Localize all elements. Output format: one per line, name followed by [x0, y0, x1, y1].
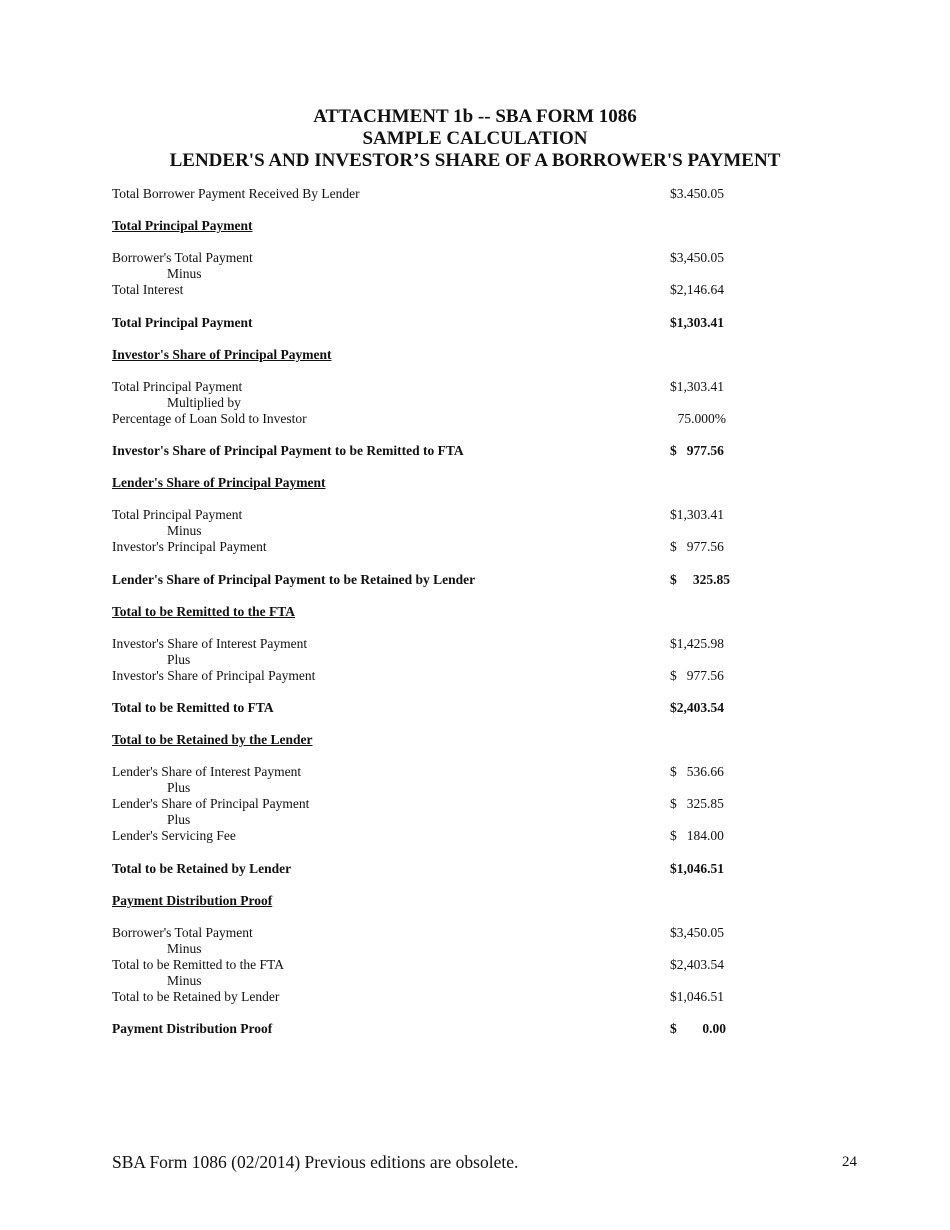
operator-label: Minus — [167, 523, 202, 538]
row-label: Total Interest — [112, 282, 184, 297]
row-label: Borrower's Total Payment — [112, 250, 253, 265]
operator-label: Minus — [167, 941, 202, 956]
row-label: Total Principal Payment — [112, 379, 243, 394]
operator-label: Minus — [167, 973, 202, 988]
currency-symbol: $ — [670, 828, 677, 843]
row-amount — [670, 507, 732, 523]
row-amount — [670, 186, 732, 202]
subtotal-amount — [670, 1021, 726, 1037]
footer-text: SBA Form 1086 (02/2014) Previous editions are obsolete. — [112, 1152, 519, 1172]
row-amount — [670, 379, 732, 395]
section-heading: Total to be Remitted to the FTA — [112, 604, 295, 619]
currency-symbol: $ — [670, 572, 677, 587]
amount-value: 536.66 — [686, 764, 724, 779]
amount-value: $3.450.05 — [670, 186, 724, 201]
section-heading: Total Principal Payment — [112, 218, 253, 233]
row-amount — [670, 668, 732, 684]
currency-symbol: $ — [670, 668, 677, 683]
row-label: Investor's Share of Interest Payment — [112, 636, 308, 651]
amount-value: $1,303.41 — [670, 507, 724, 522]
row-label: Lender's Share of Principal Payment — [112, 796, 310, 811]
row-amount — [670, 250, 732, 266]
subtotal-amount — [670, 700, 732, 716]
title-line-3: LENDER'S AND INVESTOR’S SHARE OF A BORROWER'S PAYMENT — [169, 150, 781, 171]
amount-value: 75.000% — [677, 411, 726, 426]
section-heading: Investor's Share of Principal Payment — [112, 347, 332, 362]
amount-value: 0.00 — [702, 1021, 726, 1036]
subtotal-label: Total to be Retained by Lender — [112, 861, 292, 876]
amount-value: $1,303.41 — [670, 315, 724, 330]
row-label: Total to be Retained by Lender — [112, 989, 280, 1004]
subtotal-label: Payment Distribution Proof — [112, 1021, 273, 1036]
subtotal-amount — [670, 861, 732, 877]
row-label: Investor's Share of Principal Payment — [112, 668, 316, 683]
row-label: Lender's Share of Interest Payment — [112, 764, 302, 779]
row-amount — [670, 282, 732, 298]
amount-value: 184.00 — [686, 828, 724, 843]
amount-value: $1,046.51 — [670, 989, 724, 1004]
operator-label: Plus — [167, 652, 191, 667]
operator-label: Multiplied by — [167, 395, 241, 410]
amount-value: $3,450.05 — [670, 250, 724, 265]
subtotal-label: Total Principal Payment — [112, 315, 253, 330]
operator-label: Plus — [167, 780, 191, 795]
subtotal-label: Lender's Share of Principal Payment to be Retained by Lender — [112, 572, 476, 587]
row-amount — [670, 989, 732, 1005]
currency-symbol: $ — [670, 764, 677, 779]
subtotal-amount — [670, 315, 732, 331]
title-line-1: ATTACHMENT 1b -- SBA FORM 1086 — [313, 106, 637, 127]
amount-value: 977.56 — [686, 443, 724, 458]
title-line-2: SAMPLE CALCULATION — [362, 128, 588, 149]
amount-value: 977.56 — [686, 539, 724, 554]
amount-value: $1,303.41 — [670, 379, 724, 394]
amount-value: $2,403.54 — [670, 957, 724, 972]
subtotal-label: Total to be Remitted to FTA — [112, 700, 274, 715]
amount-value: $2,146.64 — [670, 282, 724, 297]
currency-symbol: $ — [670, 539, 677, 554]
amount-value: 325.85 — [692, 572, 730, 587]
currency-symbol: $ — [670, 1021, 677, 1036]
operator-label: Minus — [167, 266, 202, 281]
row-amount — [670, 796, 732, 812]
row-amount — [670, 957, 732, 973]
page-number: 24 — [842, 1154, 857, 1170]
operator-label: Plus — [167, 812, 191, 827]
section-heading: Total to be Retained by the Lender — [112, 732, 313, 747]
row-label: Percentage of Loan Sold to Investor — [112, 411, 307, 426]
currency-symbol: $ — [670, 796, 677, 811]
section-heading: Payment Distribution Proof — [112, 893, 273, 908]
amount-value: $1,425.98 — [670, 636, 724, 651]
row-label: Lender's Servicing Fee — [112, 828, 236, 843]
row-label: Total Borrower Payment Received By Lender — [112, 186, 360, 201]
row-label: Total Principal Payment — [112, 507, 243, 522]
amount-value: $2,403.54 — [670, 700, 724, 715]
row-label: Total to be Remitted to the FTA — [112, 957, 284, 972]
currency-symbol: $ — [670, 443, 677, 458]
row-label: Borrower's Total Payment — [112, 925, 253, 940]
subtotal-amount — [670, 443, 732, 459]
row-label: Investor's Principal Payment — [112, 539, 267, 554]
row-amount — [670, 411, 732, 427]
row-amount — [670, 636, 732, 652]
row-amount — [670, 539, 732, 555]
subtotal-label: Investor's Share of Principal Payment to be Remitted to FTA — [112, 443, 464, 458]
amount-value: $3,450.05 — [670, 925, 724, 940]
row-amount — [670, 925, 732, 941]
amount-value: 977.56 — [686, 668, 724, 683]
section-heading: Lender's Share of Principal Payment — [112, 475, 326, 490]
row-amount — [670, 828, 732, 844]
amount-value: 325.85 — [686, 796, 724, 811]
subtotal-amount — [670, 572, 730, 588]
amount-value: $1,046.51 — [670, 861, 724, 876]
row-amount — [670, 764, 732, 780]
